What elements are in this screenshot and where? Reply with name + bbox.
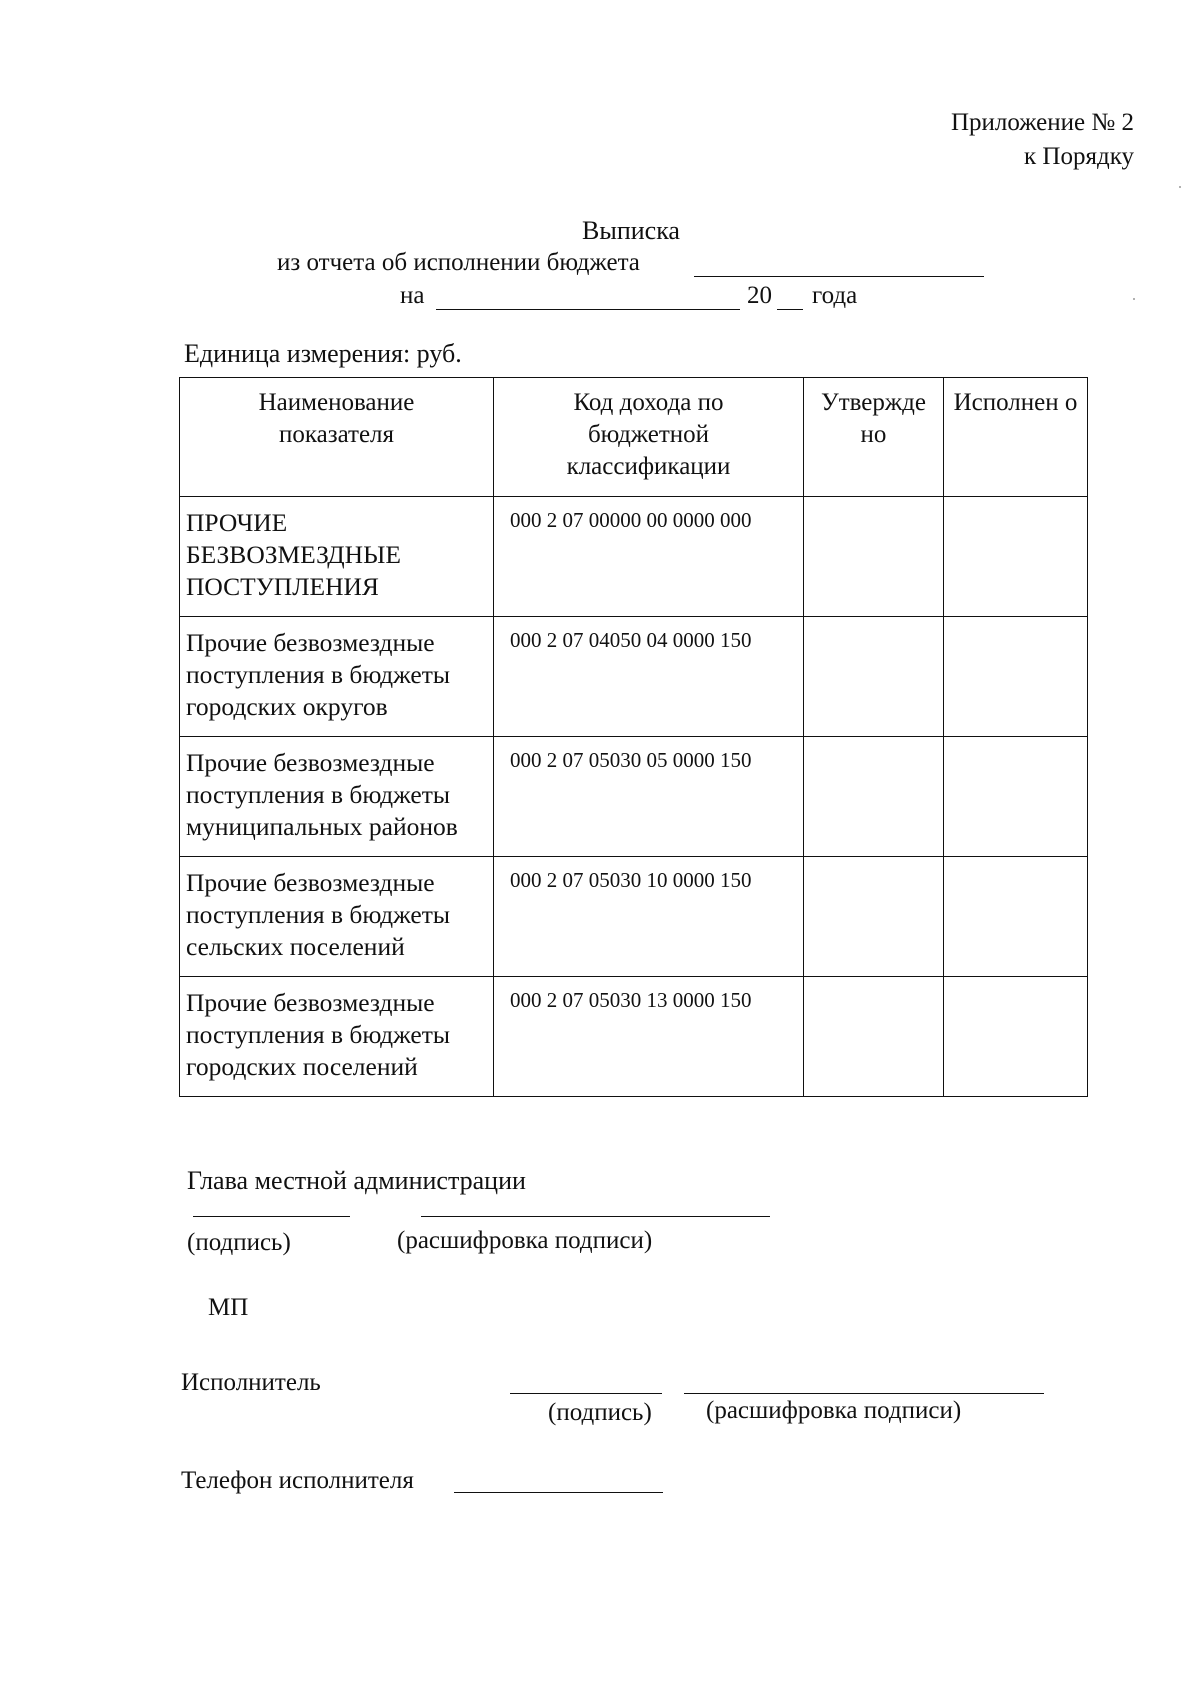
unit-label: Единица измерения: руб. — [184, 339, 462, 368]
row-approved-cell[interactable] — [804, 617, 944, 737]
head-title: Глава местной администрации — [187, 1166, 526, 1195]
year-prefix: 20 — [747, 282, 772, 309]
scan-speck — [1179, 186, 1181, 188]
scan-speck — [1133, 298, 1135, 300]
year-field[interactable] — [777, 309, 803, 310]
executor-signature-line[interactable] — [510, 1393, 662, 1394]
date-prefix: на — [400, 282, 425, 309]
head-decode-label: (расшифровка подписи) — [397, 1227, 653, 1254]
report-table — [179, 377, 1088, 1097]
row-indicator-name: Прочие безвозмездные поступления в бюджеты муниципальных районов — [180, 737, 494, 857]
row-indicator-name: Прочие безвозмездные поступления в бюджеты сельских поселений — [180, 857, 494, 977]
table-row — [180, 857, 1088, 977]
head-signature-line[interactable] — [193, 1216, 350, 1217]
table-row — [180, 977, 1088, 1097]
head-signature-label: (подпись) — [187, 1229, 291, 1256]
executor-label: Исполнитель — [181, 1369, 321, 1396]
header-indicator-name: Наименование показателя — [180, 378, 494, 497]
document-subtitle: из отчета об исполнении бюджета — [277, 249, 640, 276]
budget-name-field[interactable] — [694, 276, 984, 277]
row-indicator-name: ПРОЧИЕ БЕЗВОЗМЕЗДНЫЕ ПОСТУПЛЕНИЯ — [180, 497, 494, 617]
header-executed: Исполнен о — [944, 378, 1088, 497]
seal-mark: МП — [208, 1294, 249, 1321]
appendix-number: Приложение № 2 — [950, 109, 1134, 136]
table-row — [180, 497, 1088, 617]
row-revenue-code: 000 2 07 05030 13 0000 150 — [494, 977, 804, 1097]
row-revenue-code: 000 2 07 05030 10 0000 150 — [494, 857, 804, 977]
appendix-order: к Порядку — [1024, 143, 1134, 170]
row-indicator-name: Прочие безвозмездные поступления в бюджеты городских округов — [180, 617, 494, 737]
row-executed-cell[interactable] — [944, 977, 1088, 1097]
row-approved-cell[interactable] — [804, 977, 944, 1097]
head-decode-line[interactable] — [421, 1216, 770, 1217]
row-executed-cell[interactable] — [944, 737, 1088, 857]
table-row — [180, 737, 1088, 857]
phone-label: Телефон исполнителя — [181, 1467, 414, 1494]
row-revenue-code: 000 2 07 04050 04 0000 150 — [494, 617, 804, 737]
row-executed-cell[interactable] — [944, 497, 1088, 617]
row-executed-cell[interactable] — [944, 857, 1088, 977]
row-indicator-name: Прочие безвозмездные поступления в бюджеты городских поселений — [180, 977, 494, 1097]
header-revenue-code: Код дохода по бюджетной классификации — [494, 378, 804, 497]
table-header-row — [180, 378, 1088, 497]
row-approved-cell[interactable] — [804, 737, 944, 857]
row-executed-cell[interactable] — [944, 617, 1088, 737]
appendix-reference — [951, 106, 1134, 174]
row-revenue-code: 000 2 07 05030 05 0000 150 — [494, 737, 804, 857]
row-approved-cell[interactable] — [804, 857, 944, 977]
row-approved-cell[interactable] — [804, 497, 944, 617]
executor-signature-label: (подпись) — [548, 1399, 652, 1426]
row-revenue-code: 000 2 07 00000 00 0000 000 — [494, 497, 804, 617]
year-suffix: года — [812, 282, 858, 309]
header-approved: Утвержде но — [804, 378, 944, 497]
executor-decode-label: (расшифровка подписи) — [706, 1397, 962, 1424]
document-title: Выписка — [582, 216, 680, 245]
executor-decode-line[interactable] — [684, 1393, 1044, 1394]
date-field[interactable] — [436, 309, 740, 310]
phone-field[interactable] — [454, 1492, 663, 1493]
table-row — [180, 617, 1088, 737]
